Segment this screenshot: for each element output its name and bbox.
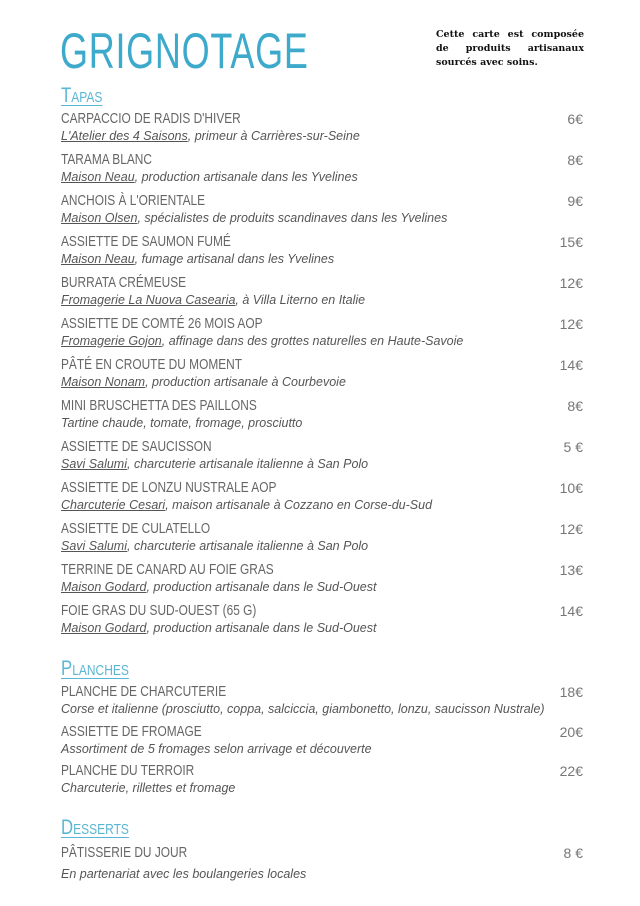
item-name: PÂTÉ EN CROUTE DU MOMENT [61, 357, 243, 373]
item-description [61, 497, 591, 513]
producer-name: Maison Neau [61, 170, 135, 184]
description-text: , charcuterie artisanale italienne à San Polo [127, 539, 369, 553]
item-name: PLANCHE DU TERROIR [61, 763, 195, 779]
description-text: Tartine chaude, tomate, fromage, prosciutto [61, 416, 303, 430]
item-description [61, 741, 591, 757]
description-text: , affinage dans des grottes naturelles en Haute-Savoie [161, 334, 464, 348]
menu-item [61, 602, 591, 643]
item-description [61, 701, 591, 717]
description-text: Assortiment de 5 fromages selon arrivage et découverte [61, 741, 372, 756]
producer-name: Maison Godard [61, 580, 147, 594]
description-text: Charcuterie, rillettes et fromage [61, 781, 236, 795]
item-description [61, 866, 591, 882]
page-title: GRIGNOTAGE [60, 23, 309, 79]
item-description [61, 579, 591, 595]
description-text: , production artisanale dans le Sud-Ouest [146, 580, 377, 594]
menu-item [61, 397, 591, 438]
item-price: 8 € [563, 845, 583, 861]
producer-name: L'Atelier des 4 Saisons [61, 129, 188, 143]
producer-name: Charcuterie Cesari [61, 498, 166, 512]
description-text: , charcuterie artisanale italienne à San Polo [127, 457, 369, 471]
producer-name: Maison Godard [61, 621, 147, 635]
item-description [61, 456, 591, 472]
section-title: Tapas [61, 84, 103, 107]
item-description [61, 415, 591, 431]
section-title: Planches [61, 657, 129, 680]
description-text: , production artisanale dans le Sud-Ouest [146, 621, 377, 635]
description-text: , production artisanale dans les Yvelines [134, 170, 358, 184]
menu-item [61, 561, 591, 602]
item-description [61, 374, 591, 390]
item-name: TERRINE DE CANARD AU FOIE GRAS [61, 562, 274, 578]
description-text: , à Villa Literno en Italie [235, 293, 366, 307]
item-price: 12€ [559, 275, 583, 291]
item-price: 12€ [559, 316, 583, 332]
item-description [61, 292, 591, 308]
menu-item [61, 438, 591, 479]
item-name: ASSIETTE DE FROMAGE [61, 723, 202, 740]
sourcing-note: Cette carte est composée de produits artisanaux sourcés avec soins. [436, 29, 584, 68]
item-price: 8€ [567, 398, 583, 414]
description-text: , spécialistes de produits scandinaves dans les Yvelines [137, 211, 448, 225]
description-text: , production artisanale à Courbevoie [145, 375, 346, 389]
section-desserts [61, 816, 591, 884]
item-price: 22€ [559, 763, 583, 779]
producer-name: Maison Olsen [61, 211, 138, 225]
item-name: FOIE GRAS DU SUD-OUEST (65 G) [61, 603, 257, 619]
producer-name: Maison Neau [61, 252, 135, 266]
producer-name: Fromagerie Gojon [61, 334, 162, 348]
menu-item [61, 723, 591, 763]
item-name: PÂTISSERIE DU JOUR [61, 845, 188, 861]
item-name: TARAMA BLANC [61, 152, 152, 168]
menu-item [61, 233, 591, 274]
item-description [61, 780, 591, 796]
section-planches [61, 657, 591, 802]
menu-item [61, 683, 591, 723]
item-price: 20€ [559, 723, 583, 740]
description-text: , maison artisanale à Cozzano en Corse-du-Sud [165, 498, 433, 512]
item-description [61, 128, 591, 144]
item-price: 10€ [559, 480, 583, 496]
menu-item [61, 151, 591, 192]
item-name: ASSIETTE DE CULATELLO [61, 521, 211, 537]
description-text: En partenariat avec les boulangeries locales [61, 867, 307, 881]
producer-name: Savi Salumi [61, 457, 127, 471]
menu-item [61, 762, 591, 802]
item-price: 12€ [559, 521, 583, 537]
item-name: PLANCHE DE CHARCUTERIE [61, 684, 227, 700]
item-price: 9€ [567, 193, 583, 209]
menu-item [61, 356, 591, 397]
item-name: MINI BRUSCHETTA DES PAILLONS [61, 398, 257, 414]
item-name: ASSIETTE DE SAUCISSON [61, 439, 212, 455]
item-name: ASSIETTE DE LONZU NUSTRALE AOP [61, 480, 277, 496]
item-price: 6€ [567, 111, 583, 127]
item-description [61, 333, 591, 349]
item-name: ASSIETTE DE COMTÉ 26 MOIS AOP [61, 316, 263, 332]
item-price: 15€ [559, 234, 583, 250]
item-price: 14€ [559, 603, 583, 619]
producer-name: Maison Nonam [61, 375, 146, 389]
item-description [61, 620, 591, 636]
menu-item [61, 479, 591, 520]
item-name: CARPACCIO DE RADIS D'HIVER [61, 111, 241, 127]
description-text: Corse et italienne (prosciutto, coppa, salciccia, giambonetto, lonzu, saucisson Nustrale) [61, 702, 545, 716]
menu-item [61, 315, 591, 356]
item-price: 18€ [559, 684, 583, 700]
item-name: ASSIETTE DE SAUMON FUMÉ [61, 234, 231, 250]
item-description [61, 538, 591, 554]
menu-item [61, 844, 591, 884]
item-description [61, 169, 591, 185]
item-price: 8€ [567, 152, 583, 168]
item-name: BURRATA CRÉMEUSE [61, 275, 187, 291]
producer-name: Fromagerie La Nuova Casearia [61, 293, 236, 307]
description-text: , fumage artisanal dans les Yvelines [134, 252, 335, 266]
item-description [61, 210, 591, 226]
description-text: , primeur à Carrières-sur-Seine [187, 129, 360, 143]
menu-item [61, 192, 591, 233]
section-tapas [61, 84, 591, 643]
item-price: 13€ [559, 562, 583, 578]
producer-name: Savi Salumi [61, 539, 127, 553]
item-price: 5 € [563, 439, 583, 455]
menu-item [61, 274, 591, 315]
item-name: ANCHOIS À L'ORIENTALE [61, 193, 206, 209]
section-title: Desserts [61, 816, 129, 839]
menu-item [61, 110, 591, 151]
item-price: 14€ [559, 357, 583, 373]
item-description [61, 251, 591, 267]
menu-item [61, 520, 591, 561]
